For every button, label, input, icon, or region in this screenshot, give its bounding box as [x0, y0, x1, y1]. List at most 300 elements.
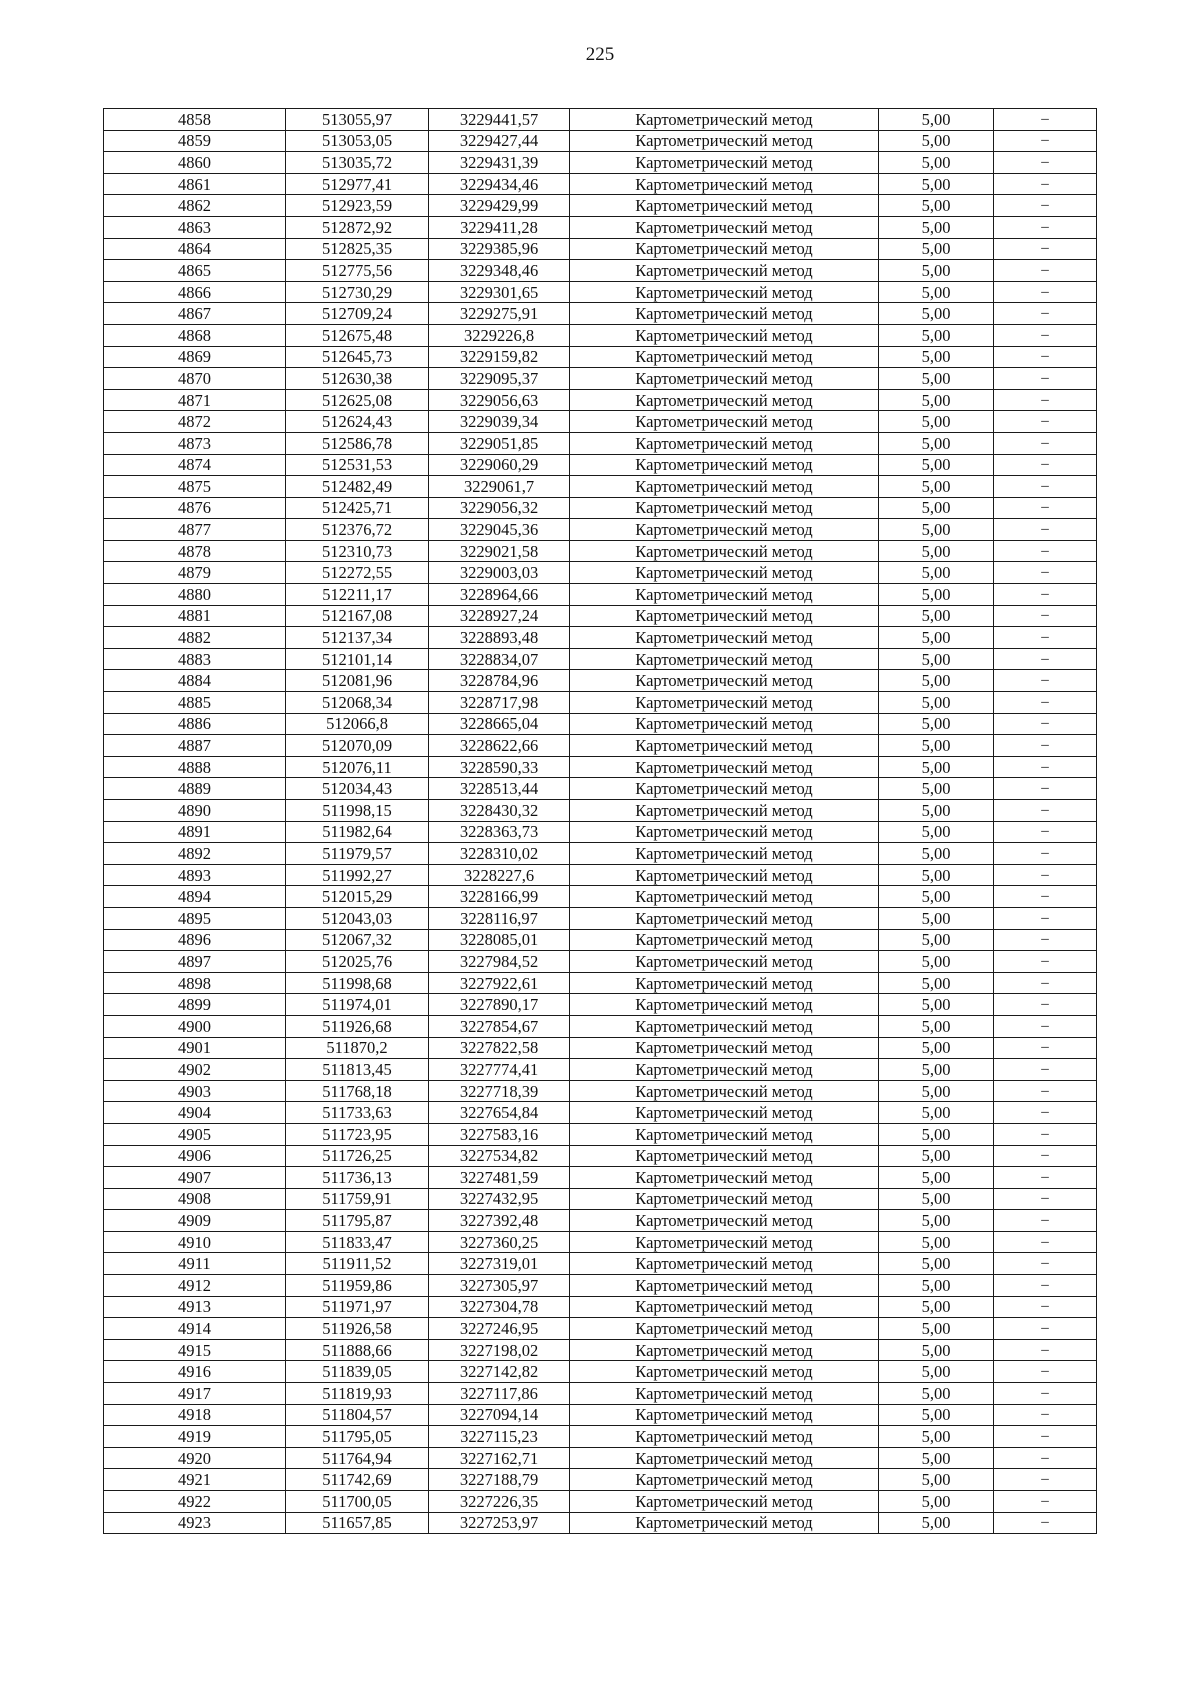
method-cell: Картометрический метод [570, 627, 879, 649]
note-cell: – [994, 821, 1097, 843]
x-coordinate-cell: 512101,14 [286, 648, 429, 670]
precision-cell: 5,00 [879, 907, 994, 929]
method-cell: Картометрический метод [570, 173, 879, 195]
precision-cell: 5,00 [879, 346, 994, 368]
x-coordinate-cell: 511764,94 [286, 1447, 429, 1469]
point-number-cell: 4903 [104, 1080, 286, 1102]
x-coordinate-cell: 512730,29 [286, 281, 429, 303]
note-cell: – [994, 303, 1097, 325]
note-cell: – [994, 152, 1097, 174]
y-coordinate-cell: 3229056,63 [429, 389, 570, 411]
y-coordinate-cell: 3228513,44 [429, 778, 570, 800]
table-row [104, 346, 1097, 368]
point-number-cell: 4869 [104, 346, 286, 368]
precision-cell: 5,00 [879, 1015, 994, 1037]
precision-cell: 5,00 [879, 627, 994, 649]
table-row [104, 1210, 1097, 1232]
x-coordinate-cell: 511982,64 [286, 821, 429, 843]
precision-cell: 5,00 [879, 195, 994, 217]
precision-cell: 5,00 [879, 1253, 994, 1275]
method-cell: Картометрический метод [570, 1037, 879, 1059]
x-coordinate-cell: 511700,05 [286, 1491, 429, 1513]
x-coordinate-cell: 511998,15 [286, 800, 429, 822]
table-row [104, 907, 1097, 929]
x-coordinate-cell: 511839,05 [286, 1361, 429, 1383]
y-coordinate-cell: 3228927,24 [429, 605, 570, 627]
table-row [104, 1102, 1097, 1124]
y-coordinate-cell: 3227319,01 [429, 1253, 570, 1275]
x-coordinate-cell: 511726,25 [286, 1145, 429, 1167]
table-row [104, 519, 1097, 541]
method-cell: Картометрический метод [570, 519, 879, 541]
precision-cell: 5,00 [879, 497, 994, 519]
method-cell: Картометрический метод [570, 1426, 879, 1448]
x-coordinate-cell: 512625,08 [286, 389, 429, 411]
y-coordinate-cell: 3227534,82 [429, 1145, 570, 1167]
x-coordinate-cell: 512025,76 [286, 951, 429, 973]
method-cell: Картометрический метод [570, 584, 879, 606]
x-coordinate-cell: 511971,97 [286, 1296, 429, 1318]
point-number-cell: 4910 [104, 1231, 286, 1253]
table-row [104, 994, 1097, 1016]
point-number-cell: 4923 [104, 1512, 286, 1534]
note-cell: – [994, 1102, 1097, 1124]
note-cell: – [994, 195, 1097, 217]
method-cell: Картометрический метод [570, 1361, 879, 1383]
y-coordinate-cell: 3228116,97 [429, 907, 570, 929]
point-number-cell: 4880 [104, 584, 286, 606]
point-number-cell: 4909 [104, 1210, 286, 1232]
y-coordinate-cell: 3227246,95 [429, 1318, 570, 1340]
y-coordinate-cell: 3227360,25 [429, 1231, 570, 1253]
page-number: 225 [585, 44, 615, 65]
method-cell: Картометрический метод [570, 1123, 879, 1145]
table-row [104, 324, 1097, 346]
y-coordinate-cell: 3228622,66 [429, 735, 570, 757]
point-number-cell: 4921 [104, 1469, 286, 1491]
precision-cell: 5,00 [879, 1167, 994, 1189]
point-number-cell: 4879 [104, 562, 286, 584]
table-row [104, 670, 1097, 692]
x-coordinate-cell: 512376,72 [286, 519, 429, 541]
note-cell: – [994, 432, 1097, 454]
precision-cell: 5,00 [879, 756, 994, 778]
y-coordinate-cell: 3227718,39 [429, 1080, 570, 1102]
y-coordinate-cell: 3228227,6 [429, 864, 570, 886]
point-number-cell: 4915 [104, 1339, 286, 1361]
precision-cell: 5,00 [879, 584, 994, 606]
y-coordinate-cell: 3229427,44 [429, 130, 570, 152]
y-coordinate-cell: 3227162,71 [429, 1447, 570, 1469]
note-cell: – [994, 562, 1097, 584]
y-coordinate-cell: 3229056,32 [429, 497, 570, 519]
table-row [104, 1318, 1097, 1340]
point-number-cell: 4858 [104, 109, 286, 131]
x-coordinate-cell: 512076,11 [286, 756, 429, 778]
x-coordinate-cell: 512775,56 [286, 260, 429, 282]
precision-cell: 5,00 [879, 562, 994, 584]
precision-cell: 5,00 [879, 281, 994, 303]
y-coordinate-cell: 3229039,34 [429, 411, 570, 433]
precision-cell: 5,00 [879, 778, 994, 800]
method-cell: Картометрический метод [570, 152, 879, 174]
method-cell: Картометрический метод [570, 389, 879, 411]
note-cell: – [994, 368, 1097, 390]
x-coordinate-cell: 512015,29 [286, 886, 429, 908]
table-row [104, 1015, 1097, 1037]
note-cell: – [994, 778, 1097, 800]
method-cell: Картометрический метод [570, 1015, 879, 1037]
x-coordinate-cell: 511795,05 [286, 1426, 429, 1448]
point-number-cell: 4906 [104, 1145, 286, 1167]
point-number-cell: 4907 [104, 1167, 286, 1189]
y-coordinate-cell: 3227922,61 [429, 972, 570, 994]
precision-cell: 5,00 [879, 929, 994, 951]
precision-cell: 5,00 [879, 648, 994, 670]
x-coordinate-cell: 512081,96 [286, 670, 429, 692]
table-row [104, 152, 1097, 174]
precision-cell: 5,00 [879, 1123, 994, 1145]
point-number-cell: 4917 [104, 1383, 286, 1405]
method-cell: Картометрический метод [570, 692, 879, 714]
precision-cell: 5,00 [879, 1145, 994, 1167]
method-cell: Картометрический метод [570, 1275, 879, 1297]
note-cell: – [994, 1275, 1097, 1297]
precision-cell: 5,00 [879, 1296, 994, 1318]
point-number-cell: 4912 [104, 1275, 286, 1297]
x-coordinate-cell: 511804,57 [286, 1404, 429, 1426]
precision-cell: 5,00 [879, 411, 994, 433]
x-coordinate-cell: 511657,85 [286, 1512, 429, 1534]
x-coordinate-cell: 513035,72 [286, 152, 429, 174]
table-row [104, 1383, 1097, 1405]
precision-cell: 5,00 [879, 368, 994, 390]
y-coordinate-cell: 3228590,33 [429, 756, 570, 778]
table-row [104, 756, 1097, 778]
method-cell: Картометрический метод [570, 324, 879, 346]
precision-cell: 5,00 [879, 109, 994, 131]
note-cell: – [994, 929, 1097, 951]
table-row [104, 281, 1097, 303]
table-row [104, 173, 1097, 195]
table-row [104, 735, 1097, 757]
table-row [104, 627, 1097, 649]
x-coordinate-cell: 512624,43 [286, 411, 429, 433]
method-cell: Картометрический метод [570, 1296, 879, 1318]
method-cell: Картометрический метод [570, 1059, 879, 1081]
point-number-cell: 4887 [104, 735, 286, 757]
x-coordinate-cell: 512425,71 [286, 497, 429, 519]
note-cell: – [994, 540, 1097, 562]
note-cell: – [994, 864, 1097, 886]
y-coordinate-cell: 3229045,36 [429, 519, 570, 541]
x-coordinate-cell: 513053,05 [286, 130, 429, 152]
note-cell: – [994, 1318, 1097, 1340]
method-cell: Картометрический метод [570, 972, 879, 994]
note-cell: – [994, 1059, 1097, 1081]
note-cell: – [994, 756, 1097, 778]
precision-cell: 5,00 [879, 886, 994, 908]
method-cell: Картометрический метод [570, 1404, 879, 1426]
x-coordinate-cell: 512825,35 [286, 238, 429, 260]
note-cell: – [994, 238, 1097, 260]
precision-cell: 5,00 [879, 389, 994, 411]
y-coordinate-cell: 3229301,65 [429, 281, 570, 303]
x-coordinate-cell: 512872,92 [286, 216, 429, 238]
table-row [104, 1059, 1097, 1081]
point-number-cell: 4860 [104, 152, 286, 174]
note-cell: – [994, 1123, 1097, 1145]
x-coordinate-cell: 512482,49 [286, 476, 429, 498]
point-number-cell: 4908 [104, 1188, 286, 1210]
method-cell: Картометрический метод [570, 109, 879, 131]
note-cell: – [994, 1512, 1097, 1534]
table-row [104, 368, 1097, 390]
y-coordinate-cell: 3229003,03 [429, 562, 570, 584]
y-coordinate-cell: 3229051,85 [429, 432, 570, 454]
y-coordinate-cell: 3227198,02 [429, 1339, 570, 1361]
point-number-cell: 4899 [104, 994, 286, 1016]
table-row [104, 1404, 1097, 1426]
point-number-cell: 4895 [104, 907, 286, 929]
table-row [104, 1253, 1097, 1275]
method-cell: Картометрический метод [570, 1145, 879, 1167]
precision-cell: 5,00 [879, 1491, 994, 1513]
point-number-cell: 4890 [104, 800, 286, 822]
y-coordinate-cell: 3228363,73 [429, 821, 570, 843]
x-coordinate-cell: 511911,52 [286, 1253, 429, 1275]
x-coordinate-cell: 512068,34 [286, 692, 429, 714]
note-cell: – [994, 951, 1097, 973]
x-coordinate-cell: 511795,87 [286, 1210, 429, 1232]
x-coordinate-cell: 512066,8 [286, 713, 429, 735]
note-cell: – [994, 109, 1097, 131]
method-cell: Картометрический метод [570, 1080, 879, 1102]
precision-cell: 5,00 [879, 670, 994, 692]
table-row [104, 821, 1097, 843]
point-number-cell: 4870 [104, 368, 286, 390]
y-coordinate-cell: 3227822,58 [429, 1037, 570, 1059]
precision-cell: 5,00 [879, 540, 994, 562]
method-cell: Картометрический метод [570, 1253, 879, 1275]
precision-cell: 5,00 [879, 432, 994, 454]
note-cell: – [994, 346, 1097, 368]
y-coordinate-cell: 3227226,35 [429, 1491, 570, 1513]
precision-cell: 5,00 [879, 1210, 994, 1232]
x-coordinate-cell: 513055,97 [286, 109, 429, 131]
table-row [104, 778, 1097, 800]
x-coordinate-cell: 512709,24 [286, 303, 429, 325]
point-number-cell: 4919 [104, 1426, 286, 1448]
note-cell: – [994, 648, 1097, 670]
point-number-cell: 4868 [104, 324, 286, 346]
point-number-cell: 4873 [104, 432, 286, 454]
y-coordinate-cell: 3227253,97 [429, 1512, 570, 1534]
method-cell: Картометрический метод [570, 1447, 879, 1469]
x-coordinate-cell: 512211,17 [286, 584, 429, 606]
precision-cell: 5,00 [879, 1512, 994, 1534]
point-number-cell: 4885 [104, 692, 286, 714]
note-cell: – [994, 1015, 1097, 1037]
point-number-cell: 4884 [104, 670, 286, 692]
x-coordinate-cell: 512272,55 [286, 562, 429, 584]
method-cell: Картометрический метод [570, 1231, 879, 1253]
y-coordinate-cell: 3229021,58 [429, 540, 570, 562]
point-number-cell: 4889 [104, 778, 286, 800]
x-coordinate-cell: 511723,95 [286, 1123, 429, 1145]
y-coordinate-cell: 3229226,8 [429, 324, 570, 346]
x-coordinate-cell: 511733,63 [286, 1102, 429, 1124]
y-coordinate-cell: 3227481,59 [429, 1167, 570, 1189]
y-coordinate-cell: 3229411,28 [429, 216, 570, 238]
precision-cell: 5,00 [879, 1188, 994, 1210]
y-coordinate-cell: 3227583,16 [429, 1123, 570, 1145]
table-row [104, 260, 1097, 282]
point-number-cell: 4883 [104, 648, 286, 670]
precision-cell: 5,00 [879, 735, 994, 757]
table-row [104, 109, 1097, 131]
x-coordinate-cell: 512167,08 [286, 605, 429, 627]
note-cell: – [994, 800, 1097, 822]
note-cell: – [994, 1469, 1097, 1491]
x-coordinate-cell: 512034,43 [286, 778, 429, 800]
note-cell: – [994, 281, 1097, 303]
method-cell: Картометрический метод [570, 303, 879, 325]
y-coordinate-cell: 3227890,17 [429, 994, 570, 1016]
table-row [104, 972, 1097, 994]
method-cell: Картометрический метод [570, 886, 879, 908]
point-number-cell: 4876 [104, 497, 286, 519]
table-row [104, 497, 1097, 519]
note-cell: – [994, 692, 1097, 714]
precision-cell: 5,00 [879, 1318, 994, 1340]
precision-cell: 5,00 [879, 951, 994, 973]
y-coordinate-cell: 3227432,95 [429, 1188, 570, 1210]
note-cell: – [994, 1426, 1097, 1448]
precision-cell: 5,00 [879, 1469, 994, 1491]
table-row [104, 195, 1097, 217]
x-coordinate-cell: 511998,68 [286, 972, 429, 994]
precision-cell: 5,00 [879, 1426, 994, 1448]
x-coordinate-cell: 512977,41 [286, 173, 429, 195]
table-row [104, 1145, 1097, 1167]
table-row [104, 886, 1097, 908]
point-number-cell: 4877 [104, 519, 286, 541]
point-number-cell: 4865 [104, 260, 286, 282]
precision-cell: 5,00 [879, 454, 994, 476]
x-coordinate-cell: 511979,57 [286, 843, 429, 865]
note-cell: – [994, 454, 1097, 476]
method-cell: Картометрический метод [570, 907, 879, 929]
coordinates-table [103, 108, 1097, 1534]
note-cell: – [994, 605, 1097, 627]
method-cell: Картометрический метод [570, 411, 879, 433]
method-cell: Картометрический метод [570, 951, 879, 973]
point-number-cell: 4905 [104, 1123, 286, 1145]
note-cell: – [994, 1037, 1097, 1059]
method-cell: Картометрический метод [570, 497, 879, 519]
point-number-cell: 4902 [104, 1059, 286, 1081]
x-coordinate-cell: 511959,86 [286, 1275, 429, 1297]
precision-cell: 5,00 [879, 216, 994, 238]
method-cell: Картометрический метод [570, 195, 879, 217]
x-coordinate-cell: 511888,66 [286, 1339, 429, 1361]
method-cell: Картометрический метод [570, 454, 879, 476]
point-number-cell: 4874 [104, 454, 286, 476]
precision-cell: 5,00 [879, 821, 994, 843]
method-cell: Картометрический метод [570, 1318, 879, 1340]
y-coordinate-cell: 3227188,79 [429, 1469, 570, 1491]
table-row [104, 411, 1097, 433]
y-coordinate-cell: 3227305,97 [429, 1275, 570, 1297]
point-number-cell: 4896 [104, 929, 286, 951]
x-coordinate-cell: 512645,73 [286, 346, 429, 368]
precision-cell: 5,00 [879, 476, 994, 498]
precision-cell: 5,00 [879, 152, 994, 174]
precision-cell: 5,00 [879, 1383, 994, 1405]
table-row [104, 476, 1097, 498]
table-row [104, 951, 1097, 973]
note-cell: – [994, 1339, 1097, 1361]
y-coordinate-cell: 3227142,82 [429, 1361, 570, 1383]
precision-cell: 5,00 [879, 1059, 994, 1081]
table-row [104, 1231, 1097, 1253]
method-cell: Картометрический метод [570, 929, 879, 951]
y-coordinate-cell: 3227774,41 [429, 1059, 570, 1081]
y-coordinate-cell: 3229441,57 [429, 109, 570, 131]
point-number-cell: 4897 [104, 951, 286, 973]
method-cell: Картометрический метод [570, 368, 879, 390]
coordinates-table-body [104, 109, 1097, 1534]
y-coordinate-cell: 3228665,04 [429, 713, 570, 735]
point-number-cell: 4900 [104, 1015, 286, 1037]
y-coordinate-cell: 3229060,29 [429, 454, 570, 476]
point-number-cell: 4864 [104, 238, 286, 260]
x-coordinate-cell: 511768,18 [286, 1080, 429, 1102]
note-cell: – [994, 1167, 1097, 1189]
method-cell: Картометрический метод [570, 260, 879, 282]
method-cell: Картометрический метод [570, 843, 879, 865]
precision-cell: 5,00 [879, 1102, 994, 1124]
note-cell: – [994, 173, 1097, 195]
note-cell: – [994, 584, 1097, 606]
table-row [104, 1491, 1097, 1513]
point-number-cell: 4871 [104, 389, 286, 411]
y-coordinate-cell: 3228166,99 [429, 886, 570, 908]
note-cell: – [994, 476, 1097, 498]
note-cell: – [994, 1231, 1097, 1253]
y-coordinate-cell: 3227094,14 [429, 1404, 570, 1426]
table-row [104, 389, 1097, 411]
method-cell: Картометрический метод [570, 540, 879, 562]
note-cell: – [994, 886, 1097, 908]
x-coordinate-cell: 511833,47 [286, 1231, 429, 1253]
note-cell: – [994, 907, 1097, 929]
point-number-cell: 4901 [104, 1037, 286, 1059]
point-number-cell: 4886 [104, 713, 286, 735]
method-cell: Картометрический метод [570, 605, 879, 627]
y-coordinate-cell: 3227984,52 [429, 951, 570, 973]
point-number-cell: 4913 [104, 1296, 286, 1318]
y-coordinate-cell: 3227304,78 [429, 1296, 570, 1318]
y-coordinate-cell: 3227392,48 [429, 1210, 570, 1232]
note-cell: – [994, 1361, 1097, 1383]
table-row [104, 1469, 1097, 1491]
method-cell: Картометрический метод [570, 562, 879, 584]
precision-cell: 5,00 [879, 1080, 994, 1102]
x-coordinate-cell: 512067,32 [286, 929, 429, 951]
table-row [104, 1296, 1097, 1318]
